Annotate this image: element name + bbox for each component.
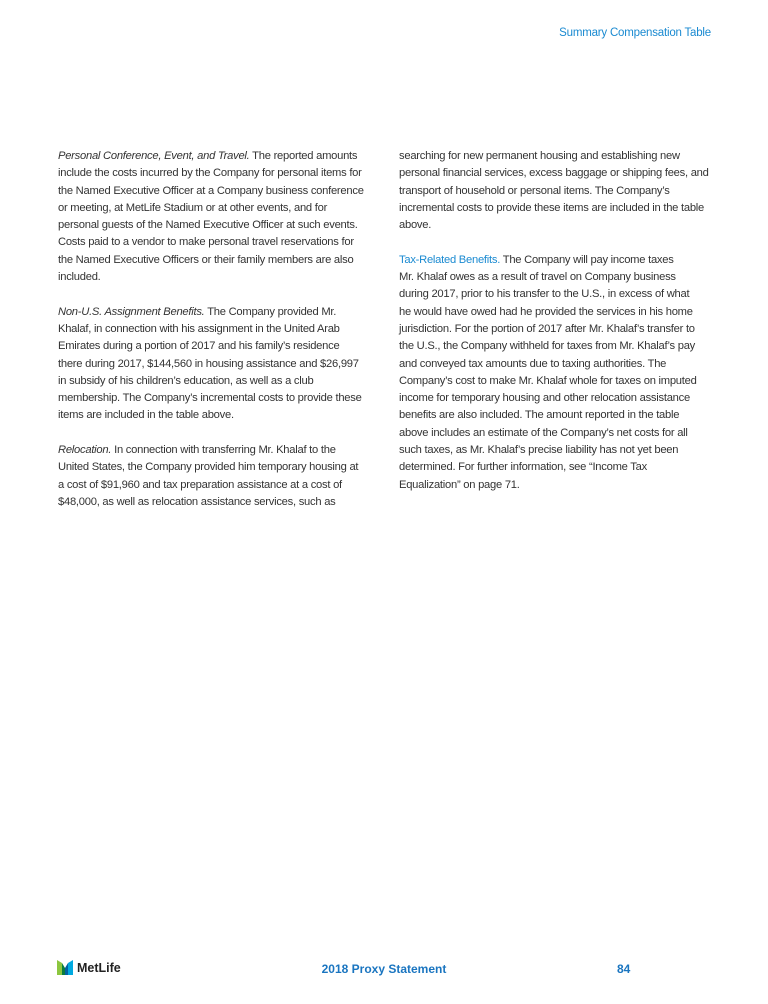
right-column (399, 148, 719, 511)
text-line (399, 477, 719, 494)
section-header: Summary Compensation Table (559, 27, 711, 39)
line-text: personal financial services, excess baggage or shipping fees, and (399, 167, 709, 180)
paragraph (58, 442, 378, 511)
text-line (399, 165, 719, 182)
text-line (58, 269, 378, 286)
text-line (399, 373, 719, 390)
paragraph-lead: Personal Conference, Event, and Travel. (58, 150, 250, 162)
text-line (399, 356, 719, 373)
line-text: Company’s cost to make Mr. Khalaf whole for taxes on imputed (399, 374, 697, 387)
line-text: United States, the Company provided him temporary housing at (58, 461, 359, 474)
line-text: The Company will pay income taxes (500, 253, 674, 266)
line-text: the U.S., the Company withheld for taxes from Mr. Khalaf’s pay (399, 340, 696, 353)
text-line (58, 477, 378, 494)
paragraph-lead: Tax-Related Benefits. (399, 253, 501, 266)
line-text: The Company provided Mr. (204, 305, 337, 318)
line-text: searching for new permanent housing and establishing new (399, 150, 680, 162)
line-text: membership. The Company’s incremental costs to provide these (58, 392, 362, 405)
line-text: transport of household or personal items. The Company’s (399, 184, 670, 197)
line-text: The reported amounts (249, 150, 358, 162)
line-text: in subsidy of his children’s education, as well as a club (58, 374, 314, 387)
text-line (58, 494, 378, 511)
paragraph-lead: Non-U.S. Assignment Benefits. (58, 305, 205, 318)
text-line (58, 442, 378, 459)
text-line (58, 148, 378, 165)
line-text: during 2017, prior to his transfer to the U.S., in excess of what (399, 288, 690, 301)
paragraph (58, 304, 378, 425)
line-text: benefits are also included. The amount reported in the table (399, 409, 680, 422)
line-text: In connection with transferring Mr. Khalaf to the (111, 444, 336, 457)
text-line (58, 459, 378, 476)
text-line (58, 338, 378, 355)
text-line (399, 338, 719, 355)
text-line (399, 407, 719, 424)
line-text: the Named Executive Officer at a Company business conference (58, 184, 364, 197)
line-text: he would have owed had he provided the services in his home (399, 305, 693, 318)
line-text: Costs paid to a vendor to make personal travel reservations for (58, 236, 354, 249)
paragraph (399, 252, 719, 494)
text-line (58, 234, 378, 251)
line-text: there during 2017, $144,560 in housing assistance and $26,997 (58, 357, 359, 370)
line-text: jurisdiction. For the portion of 2017 after Mr. Khalaf’s transfer to (399, 322, 695, 335)
line-text: include the costs incurred by the Company for personal items for (58, 167, 362, 180)
line-text: a cost of $91,960 and tax preparation assistance at a cost of (58, 478, 342, 491)
line-text: Khalaf, in connection with his assignment in the United Arab (58, 322, 340, 335)
logo-text: MetLife (77, 960, 121, 975)
page-number: 84 (617, 962, 631, 976)
text-line (399, 200, 719, 217)
page-footer (0, 960, 768, 980)
line-text: $48,000, as well as relocation assistance services, such as (58, 495, 336, 508)
text-line (399, 252, 719, 269)
line-text: items are included in the table above. (58, 409, 234, 422)
text-line (399, 304, 719, 321)
text-line (399, 390, 719, 407)
line-text: included. (58, 271, 101, 284)
line-text: Mr. Khalaf owes as a result of travel on Company business (399, 271, 676, 284)
text-line (399, 269, 719, 286)
line-text: Equalization” on page 71. (399, 478, 520, 491)
line-text: such taxes, as Mr. Khalaf’s precise liability has not yet been (399, 444, 679, 457)
line-text: the Named Executive Officers or their family members are also (58, 253, 354, 266)
text-line (58, 321, 378, 338)
text-line (58, 356, 378, 373)
text-line (58, 200, 378, 217)
line-text: Emirates during a portion of 2017 and his family’s residence (58, 340, 340, 353)
line-text: determined. For further information, see “Income Tax (399, 461, 647, 474)
text-line (399, 321, 719, 338)
text-line (58, 304, 378, 321)
line-text: income for temporary housing and other relocation assistance (399, 392, 690, 405)
left-column (58, 148, 378, 529)
paragraph-lead: Relocation. (58, 444, 112, 457)
text-line (58, 252, 378, 269)
paragraph (399, 148, 719, 234)
text-line (58, 165, 378, 182)
line-text: incremental costs to provide these items are included in the table (399, 201, 705, 214)
line-text: above includes an estimate of the Company’s net costs for all (399, 426, 688, 439)
text-line (399, 148, 719, 165)
text-line (58, 390, 378, 407)
footer-title: 2018 Proxy Statement (321, 962, 447, 976)
line-text: and conveyed tax amounts due to taxing authorities. The (399, 357, 667, 370)
line-text: or meeting, at MetLife Stadium or at other events, and for (58, 201, 328, 214)
line-text: above. (399, 219, 432, 232)
text-line (399, 183, 719, 200)
text-line (58, 407, 378, 424)
line-text: personal guests of the Named Executive Officer at such events. (58, 219, 358, 232)
text-line (58, 217, 378, 234)
text-line (399, 217, 719, 234)
text-line (399, 442, 719, 459)
text-line (399, 286, 719, 303)
paragraph (58, 148, 378, 286)
text-line (58, 373, 378, 390)
text-line (58, 183, 378, 200)
text-line (399, 459, 719, 476)
text-line (399, 425, 719, 442)
